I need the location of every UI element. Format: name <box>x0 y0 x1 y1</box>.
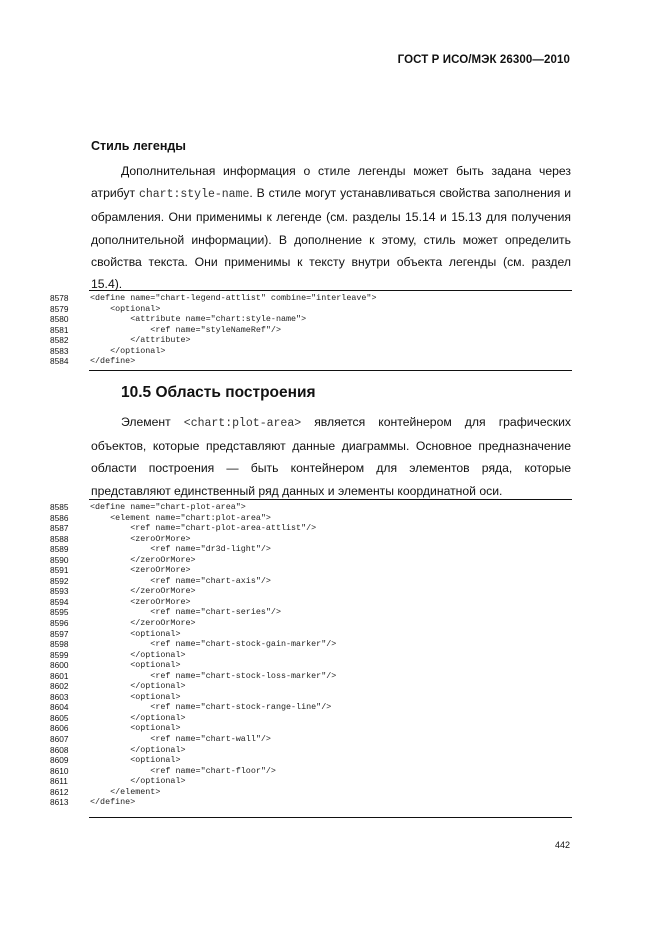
page-number: 442 <box>554 840 570 850</box>
line-number: 8610 <box>50 765 69 776</box>
code-line <box>50 356 572 367</box>
code-text: <ref name="chart-stock-loss-marker"/> <box>90 670 337 681</box>
code-line <box>50 734 572 745</box>
line-number: 8583 <box>50 345 69 356</box>
line-number: 8611 <box>50 776 68 787</box>
line-number: 8588 <box>50 533 69 544</box>
code-line <box>50 325 572 336</box>
line-number: 8613 <box>50 797 69 808</box>
code-line <box>50 502 572 513</box>
line-number: 8596 <box>50 618 69 629</box>
line-number: 8590 <box>50 554 69 565</box>
line-number: 8587 <box>50 523 69 534</box>
line-number: 8601 <box>50 670 69 681</box>
code-line <box>50 335 572 346</box>
code-text: <optional> <box>90 628 181 639</box>
code-text: </optional> <box>90 776 186 787</box>
code-line <box>50 576 572 587</box>
line-number: 8599 <box>50 649 69 660</box>
code-text: <ref name="dr3d-light"/> <box>90 544 271 555</box>
code-line <box>50 534 572 545</box>
line-number: 8582 <box>50 335 69 346</box>
code-text: </zeroOrMore> <box>90 586 196 597</box>
line-number: 8581 <box>50 324 69 335</box>
line-number: 8600 <box>50 660 69 671</box>
code-line <box>50 346 572 357</box>
legend-style-paragraph <box>91 160 571 295</box>
code-line <box>50 618 572 629</box>
code-line <box>50 702 572 713</box>
para-text: Элемент <box>121 415 184 429</box>
code-line <box>50 523 572 534</box>
code-text: </optional> <box>90 649 186 660</box>
code-line <box>50 314 572 325</box>
line-number: 8592 <box>50 575 69 586</box>
code-rule-top <box>89 290 572 291</box>
code-text: </optional> <box>90 744 186 755</box>
code-rule-bottom <box>89 370 572 371</box>
line-number: 8604 <box>50 702 69 713</box>
section-heading-plot-area: 10.5 Область построения <box>121 384 316 401</box>
code-line <box>50 597 572 608</box>
line-number: 8580 <box>50 314 69 325</box>
line-number: 8612 <box>50 786 69 797</box>
code-text: </define> <box>90 797 136 808</box>
code-line <box>50 629 572 640</box>
code-line <box>50 692 572 703</box>
line-number: 8584 <box>50 356 69 367</box>
code-text: <define name="chart-legend-attlist" combine="interleave"> <box>90 293 377 303</box>
code-text: <ref name="chart-plot-area-attlist"/> <box>90 523 317 534</box>
code-text: <element name="chart:plot-area"> <box>90 512 271 523</box>
code-line <box>50 607 572 618</box>
line-number: 8609 <box>50 755 69 766</box>
code-line <box>50 586 572 597</box>
code-text: <zeroOrMore> <box>90 596 191 607</box>
code-line <box>50 766 572 777</box>
line-number: 8602 <box>50 681 69 692</box>
code-line <box>50 639 572 650</box>
para-text: Дополнительная информация о стиле легенды может быть задана через атрибут <box>91 164 571 201</box>
code-text: <ref name="styleNameRef"/> <box>90 324 281 335</box>
code-line <box>50 776 572 787</box>
para-text: является контейнером для графических объектов, которые представляют данные диаграммы. Основное предназначение области построения — быть контейнером для элементов ряда, которые представляют единственный ряд данных и элементы координатной оси. <box>91 415 571 498</box>
code-line <box>50 555 572 566</box>
code-text: </attribute> <box>90 335 191 346</box>
code-text: <ref name="chart-stock-gain-marker"/> <box>90 639 337 650</box>
code-text: <optional> <box>90 303 161 314</box>
line-number: 8589 <box>50 544 69 555</box>
line-number: 8578 <box>50 293 69 303</box>
code-text: </zeroOrMore> <box>90 618 196 629</box>
code-text: </optional> <box>90 712 186 723</box>
line-number: 8594 <box>50 596 69 607</box>
line-number: 8585 <box>50 502 69 512</box>
plot-area-paragraph <box>91 411 571 502</box>
code-line <box>50 723 572 734</box>
line-number: 8579 <box>50 303 69 314</box>
code-text: <zeroOrMore> <box>90 565 191 576</box>
line-number: 8603 <box>50 691 69 702</box>
line-number: 8607 <box>50 734 69 745</box>
code-text: <ref name="chart-floor"/> <box>90 765 276 776</box>
code-line <box>50 513 572 524</box>
code-line <box>50 565 572 576</box>
line-number: 8598 <box>50 639 69 650</box>
line-number: 8608 <box>50 744 69 755</box>
code-text: <optional> <box>90 660 181 671</box>
para-text: . В стиле могут устанавливаться свойства заполнения и обрамления. Они применимы к легенде (см. разделы 15.14 и 15.13 для получения дополнительной информации). В дополнение к этому, стиль может определить свойства текста. Они применимы к тексту внутри объекта легенды (см. раздел 15.4). <box>91 186 572 292</box>
code-text: <optional> <box>90 755 181 766</box>
code-text: <define name="chart-plot-area"> <box>90 502 246 512</box>
document-header: ГОСТ Р ИСО/МЭК 26300—2010 <box>397 54 570 66</box>
code-line <box>50 745 572 756</box>
code-line <box>50 660 572 671</box>
code-text: <ref name="chart-axis"/> <box>90 575 271 586</box>
code-line <box>50 671 572 682</box>
code-block-plot-area <box>50 502 572 808</box>
code-line <box>50 304 572 315</box>
code-line <box>50 681 572 692</box>
code-text: <optional> <box>90 691 181 702</box>
code-line <box>50 755 572 766</box>
line-number: 8586 <box>50 512 69 523</box>
code-line <box>50 713 572 724</box>
line-number: 8593 <box>50 586 69 597</box>
code-text: </optional> <box>90 681 186 692</box>
code-text: <attribute name="chart:style-name"> <box>90 314 307 325</box>
code-line <box>50 544 572 555</box>
code-text: </optional> <box>90 345 166 356</box>
code-text: <zeroOrMore> <box>90 533 191 544</box>
line-number: 8605 <box>50 712 69 723</box>
code-block-legend <box>50 293 572 367</box>
code-text: <optional> <box>90 723 181 734</box>
code-text: <ref name="chart-series"/> <box>90 607 281 618</box>
code-text: </element> <box>90 786 161 797</box>
code-rule-top <box>89 499 572 500</box>
line-number: 8595 <box>50 607 69 618</box>
code-line <box>50 787 572 798</box>
inline-code: <chart:plot-area> <box>183 417 302 430</box>
line-number: 8606 <box>50 723 69 734</box>
line-number: 8591 <box>50 565 69 576</box>
code-line <box>50 797 572 808</box>
inline-code: chart:style-name <box>138 188 250 202</box>
code-text: </define> <box>90 356 136 367</box>
code-line <box>50 650 572 661</box>
line-number: 8597 <box>50 628 69 639</box>
code-text: <ref name="chart-stock-range-line"/> <box>90 702 332 713</box>
code-line <box>50 293 572 304</box>
legend-style-heading: Стиль легенды <box>91 139 186 153</box>
code-text: </zeroOrMore> <box>90 554 196 565</box>
code-text: <ref name="chart-wall"/> <box>90 734 271 745</box>
code-rule-bottom <box>89 817 572 818</box>
